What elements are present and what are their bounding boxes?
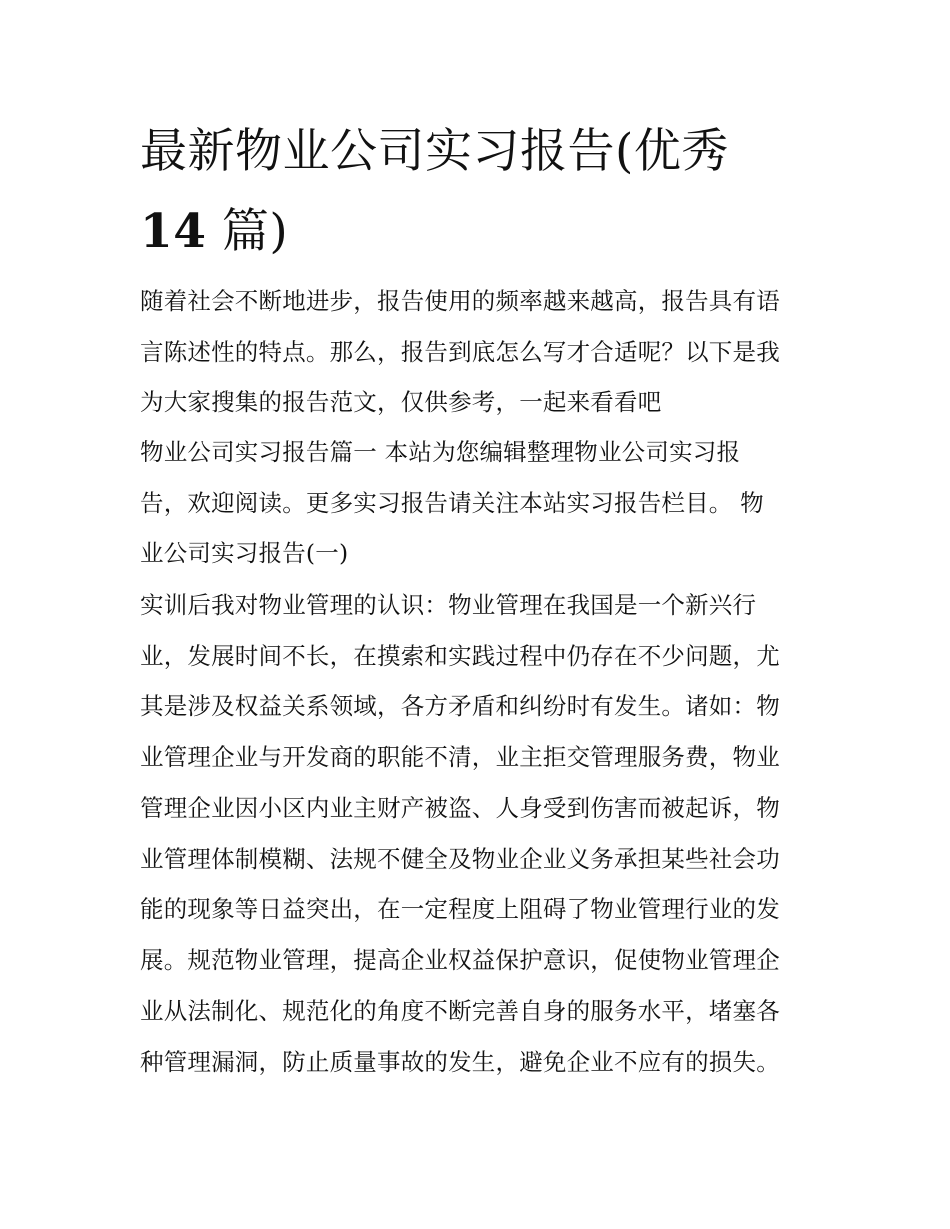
paragraph-3-line-8: 展。规范物业管理，提高企业权益保护意识，促使物业管理企 <box>140 946 780 974</box>
title-count: 14 <box>140 204 207 259</box>
paragraph-3-line-6: 业管理体制模糊、法规不健全及物业企业义务承担某些社会功 <box>140 845 780 873</box>
paragraph-3-line-10: 种管理漏洞，防止质量事故的发生，避免企业不应有的损失。 <box>140 1048 780 1076</box>
paragraph-2-line-3: 业公司实习报告(一) <box>140 539 349 567</box>
paragraph-3-line-5: 管理企业因小区内业主财产被盗、人身受到伤害而被起诉，物 <box>140 794 780 822</box>
paragraph-2-line-1: 物业公司实习报告篇一 本站为您编辑整理物业公司实习报 <box>140 438 741 466</box>
title-line-1: 最新物业公司实习报告(优秀 <box>140 124 729 179</box>
paragraph-2-line-2: 告，欢迎阅读。更多实习报告请关注本站实习报告栏目。 物 <box>140 489 764 517</box>
paragraph-3-line-9: 业从法制化、规范化的角度不断完善自身的服务水平，堵塞各 <box>140 997 780 1025</box>
paragraph-3-line-1: 实训后我对物业管理的认识：物业管理在我国是一个新兴行 <box>140 591 757 619</box>
paragraph-1-line-2: 言陈述性的特点。那么，报告到底怎么写才合适呢？以下是我 <box>140 338 780 366</box>
paragraph-3-line-7: 能的现象等日益突出，在一定程度上阻碍了物业管理行业的发 <box>140 895 780 923</box>
paragraph-3-line-4: 业管理企业与开发商的职能不清，业主拒交管理服务费，物业 <box>140 743 780 771</box>
title-line-2: 篇) <box>206 204 289 259</box>
paragraph-3-line-2: 业，发展时间不长，在摸索和实践过程中仍存在不少问题，尤 <box>140 642 780 670</box>
paragraph-1-line-3: 为大家搜集的报告范文，仅供参考，一起来看看吧 <box>140 388 662 416</box>
document-title <box>140 112 820 272</box>
paragraph-1-line-1: 随着社会不断地进步，报告使用的频率越来越高，报告具有语 <box>140 287 780 315</box>
paragraph-3-line-3: 其是涉及权益关系领域，各方矛盾和纠纷时有发生。诸如：物 <box>140 692 780 720</box>
